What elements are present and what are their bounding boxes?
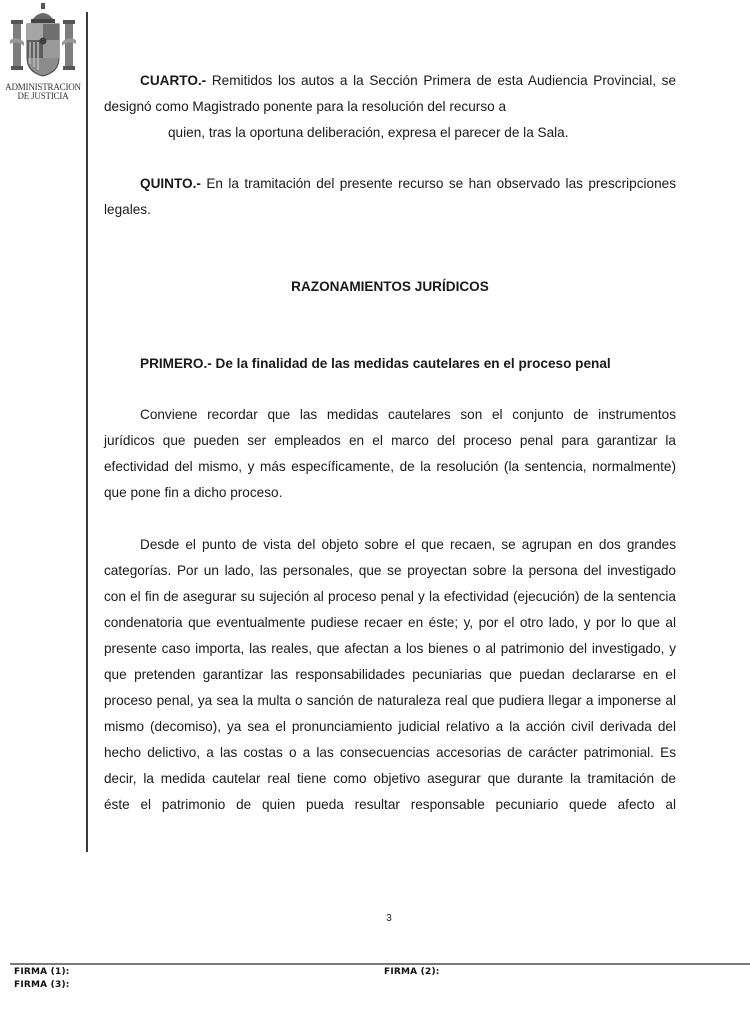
cuarto-line-1: CUARTO.- Remitidos los autos a la Sección Primera de esta Audiencia Provincial, se xyxy=(140,73,676,88)
left-margin-rule xyxy=(86,12,88,852)
logo-caption-administracion: ADMINISTRACION xyxy=(5,82,81,92)
firma-1-label: FIRMA (1): xyxy=(14,967,70,977)
primero-heading: PRIMERO.- De la finalidad de las medidas cautelares en el proceso penal xyxy=(140,356,611,371)
paragraph2-line-1: Desde el punto de vista del objeto sobre el que recaen, se agrupan en dos grandes xyxy=(140,537,676,552)
quinto-line-1: QUINTO.- En la tramitación del presente recurso se han observado las prescripciones xyxy=(140,176,676,191)
firma-3-label: FIRMA (3): xyxy=(14,980,70,990)
quinto-label: QUINTO.- xyxy=(140,176,201,191)
coat-of-arms-logo xyxy=(0,0,86,104)
cuarto-line-3: quien, tras la oportuna deliberación, expresa el parecer de la Sala. xyxy=(168,125,569,140)
paragraph1-line-4: que pone fin a dicho proceso. xyxy=(104,485,283,500)
paragraph1-line-1: Conviene recordar que las medidas cautelares son el conjunto de instrumentos xyxy=(140,407,676,422)
paragraph1-line-3: efectividad del mismo, y más específicamente, de la resolución (la sentencia, normalmente) xyxy=(104,459,676,474)
spain-coat-of-arms-icon xyxy=(10,2,76,80)
paragraph2-line-5: presente caso importa, las reales, que afectan a los bienes o al patrimonio del investigado, y xyxy=(104,641,676,656)
paragraph2-line-6: que pretenden garantizar las responsabilidades pecuniarias que puedan declararse en el xyxy=(104,667,676,682)
cuarto-label: CUARTO.- xyxy=(140,73,207,88)
firma-2-label: FIRMA (2): xyxy=(384,967,440,977)
page-number: 3 xyxy=(386,913,392,924)
paragraph2-line-3: con el fin de asegurar su sujeción al proceso penal y la efectividad (ejecución) de la sentencia xyxy=(104,589,676,604)
paragraph2-line-7: proceso penal, ya sea la multa o sanción de naturaleza real que pudiera llegar a imponerse al xyxy=(104,693,676,708)
paragraph2-line-9: hecho delictivo, a las costas o a las consecuencias accesorias de carácter patrimonial. Es xyxy=(104,745,676,760)
cuarto-line-2: designó como Magistrado ponente para la resolución del recurso a xyxy=(104,99,507,114)
logo-caption-justicia: DE JUSTICIA xyxy=(17,91,69,101)
paragraph1-line-2: jurídicos que pueden ser empleados en el marco del proceso penal para garantizar la xyxy=(104,433,676,448)
paragraph2-line-4: condenatoria que eventualmente pudiese recaer en éste; y, por el otro lado, y por lo que al xyxy=(104,615,676,630)
paragraph2-line-8: mismo (decomiso), ya sea el pronunciamiento judicial relativo a la acción civil derivada del xyxy=(104,719,676,734)
paragraph2-line-10: decir, la medida cautelar real tiene como objetivo asegurar que durante la tramitación de xyxy=(104,771,676,786)
paragraph2-line-11: éste el patrimonio de quien pueda resultar responsable pecuniario quede afecto al xyxy=(104,797,676,812)
paragraph2-line-2: categorías. Por un lado, las personales, que se proyectan sobre la persona del investigado xyxy=(104,563,676,578)
section-title: RAZONAMIENTOS JURÍDICOS xyxy=(291,279,489,294)
quinto-line-2: legales. xyxy=(104,202,151,217)
footer-rule xyxy=(10,963,750,965)
